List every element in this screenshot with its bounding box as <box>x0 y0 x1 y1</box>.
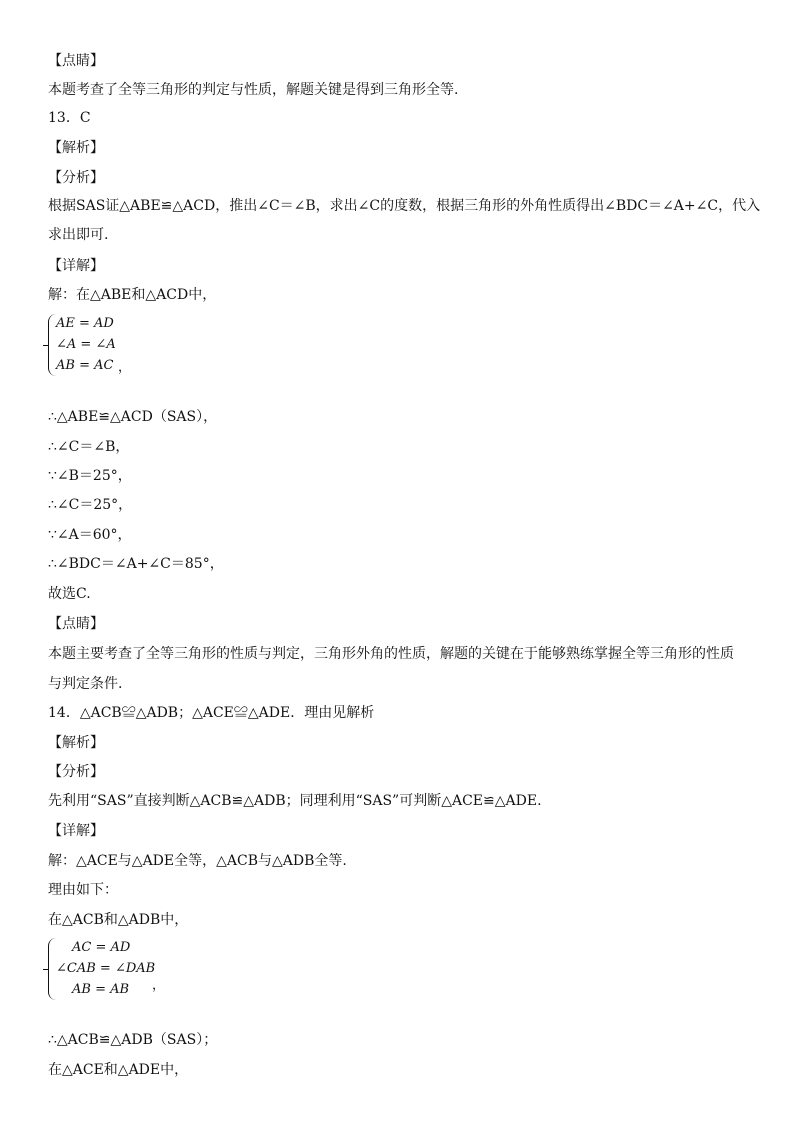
equation-system-2 <box>48 938 168 1000</box>
equation-system-1 <box>48 314 138 376</box>
heading-jiexi: 【解析】 <box>48 735 104 751</box>
answer-13: 13．C <box>48 110 91 126</box>
paragraph: 在△ACE和△ADE中， <box>48 1062 189 1078</box>
paragraph: 解：△ACE与△ADE全等，△ACB与△ADB全等. <box>48 853 347 869</box>
paragraph: ∴△ABE≌△ACD（SAS）， <box>48 409 218 425</box>
equation-row: AB = AC <box>56 358 114 373</box>
paragraph: 根据SAS证△ABE≌△ACD，推出∠C＝∠B，求出∠C的度数，根据三角形的外角性质得出∠BDC＝∠A+∠C，代入 <box>48 198 761 214</box>
paragraph: 解：在△ABE和△ACD中， <box>48 287 217 303</box>
paragraph: ∴∠BDC＝∠A+∠C＝85°， <box>48 556 224 572</box>
paragraph: 与判定条件. <box>48 676 123 692</box>
equation-row: AC = AD <box>72 940 131 955</box>
paragraph: ∵∠A＝60°， <box>48 527 132 543</box>
heading-dianjing: 【点睛】 <box>48 616 104 632</box>
paragraph: 求出即可. <box>48 227 109 243</box>
heading-fenxi: 【分析】 <box>48 170 104 186</box>
paragraph: 先利用“SAS”直接判断△ACB≌△ADB；同理利用“SAS”可判断△ACE≌△ADE. <box>48 793 542 809</box>
answer-14: 14．△ACB≌△ADB；△ACE≌△ADE．理由见解析 <box>48 705 375 721</box>
paragraph: ∴△ACB≌△ADB（SAS）； <box>48 1032 218 1048</box>
paragraph: ∴∠C＝25°， <box>48 497 133 513</box>
heading-jiexi: 【解析】 <box>48 140 104 156</box>
paragraph: 理由如下： <box>48 882 118 898</box>
heading-xiangjie: 【详解】 <box>48 823 104 839</box>
paragraph: 本题考查了全等三角形的判定与性质，解题关键是得到三角形全等. <box>48 82 459 98</box>
heading-fenxi: 【分析】 <box>48 764 104 780</box>
paragraph: ∵∠B＝25°， <box>48 468 132 484</box>
paragraph: 在△ACB和△ADB中， <box>48 912 189 928</box>
paragraph: 本题主要考查了全等三角形的性质与判定，三角形外角的性质，解题的关键在于能够熟练掌握全等三角形的性质 <box>48 646 734 662</box>
heading-dianjing: 【点睛】 <box>48 53 104 69</box>
comma: ， <box>152 978 166 993</box>
equation-row: ∠CAB = ∠DAB <box>56 961 156 976</box>
equation-row: AE = AD <box>56 316 114 331</box>
equation-row: ∠A = ∠A <box>56 337 116 352</box>
comma: ， <box>118 360 132 375</box>
paragraph: 故选C. <box>48 586 91 602</box>
paragraph: ∴∠C＝∠B， <box>48 439 130 455</box>
heading-xiangjie: 【详解】 <box>48 258 104 274</box>
equation-row: AB = AB <box>72 982 130 997</box>
